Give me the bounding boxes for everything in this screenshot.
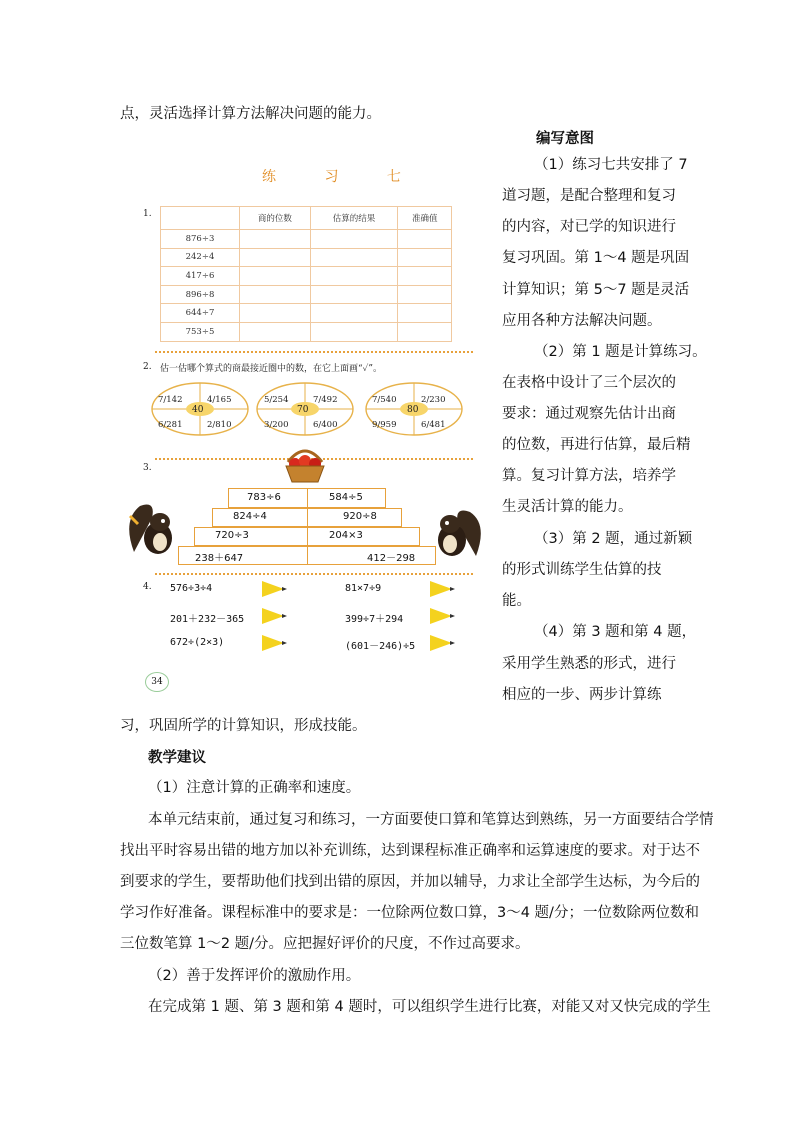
sidebar-line: （2）第 1 题是计算练习。 xyxy=(534,344,707,360)
suggestion-item-title: （2）善于发挥评价的激励作用。 xyxy=(148,968,361,984)
table-row xyxy=(161,267,452,286)
oval-expr: 7/540 xyxy=(372,395,397,405)
oval-expr: 3/200 xyxy=(264,420,289,430)
sidebar-line: 应用各种方法解决问题。 xyxy=(502,313,662,329)
oval-expr: 2/230 xyxy=(421,395,446,405)
pyramid-expr: 412－298 xyxy=(367,553,416,564)
squirrel-left-image xyxy=(126,500,178,558)
sidebar-line: 计算知识；第 5～7 题是灵活 xyxy=(502,282,690,298)
pyramid-divider xyxy=(307,488,308,565)
sidebar-line: 的位数，再进行估算，最后精 xyxy=(502,437,691,453)
q1-header-digits: 商的位数 xyxy=(240,207,311,230)
pyramid-expr: 783÷6 xyxy=(247,492,281,503)
q4-expr: 399÷7＋294 xyxy=(345,614,404,625)
q4-expr: 81×7÷9 xyxy=(345,583,382,594)
pyramid-expr: 238＋647 xyxy=(195,553,244,564)
oval-expr: 7/142 xyxy=(158,395,183,405)
pencil-icon xyxy=(262,608,284,624)
q1-number: 1. xyxy=(143,209,152,219)
sidebar-line: 的内容，对已学的知识进行 xyxy=(502,219,676,235)
pencil-icon xyxy=(262,581,284,597)
exercise-title: 练 习 七 xyxy=(262,169,423,185)
pencil-icon xyxy=(430,581,452,597)
q1-header-exact: 准确值 xyxy=(398,207,452,230)
sidebar-line: （1）练习七共安排了 7 xyxy=(534,157,688,173)
table-row xyxy=(161,322,452,341)
paragraph-line: 找出平时容易出错的地方加以补充训练，达到课程标准正确率和运算速度的要求。对于达不 xyxy=(120,843,700,859)
q4-expr: 672÷(2×3) xyxy=(170,637,225,648)
pyramid-expr: 720÷3 xyxy=(215,530,249,541)
q4-expr: 201＋232－365 xyxy=(170,614,245,625)
oval-expr: 7/492 xyxy=(313,395,338,405)
pyramid-expr: 204×3 xyxy=(329,530,363,541)
sidebar-line: 的形式训练学生估算的技 xyxy=(502,562,662,578)
sidebar-line: （4）第 3 题和第 4 题， xyxy=(534,624,697,640)
pyramid-expr: 824÷4 xyxy=(233,511,267,522)
divider xyxy=(155,351,473,353)
sidebar-line: 道习题，是配合整理和复习 xyxy=(502,188,676,204)
q2-prompt: 估一估哪个算式的商最接近圈中的数，在它上面画“✓”。 xyxy=(160,364,383,374)
oval-center: 80 xyxy=(407,405,419,415)
q2-number: 2. xyxy=(143,362,152,372)
paragraph-line: 本单元结束前，通过复习和练习，一方面要使口算和笔算达到熟练，另一方面要结合学情 xyxy=(148,812,714,828)
apple-basket-image xyxy=(282,444,328,484)
divider xyxy=(155,573,473,575)
squirrel-right-image xyxy=(432,506,484,560)
suggestions-heading: 教学建议 xyxy=(148,750,206,766)
q3-number: 3. xyxy=(143,463,152,473)
sidebar-line: 算。复习计算方法，培养学 xyxy=(502,468,676,484)
sidebar-line: （3）第 2 题，通过新颖 xyxy=(534,531,693,547)
oval-expr: 4/165 xyxy=(207,395,232,405)
q4-number: 4. xyxy=(143,582,152,592)
sidebar-line: 相应的一步、两步计算练 xyxy=(502,687,662,703)
q1-expr: 753÷5 xyxy=(161,322,240,341)
sidebar-heading: 编写意图 xyxy=(536,131,594,147)
table-row xyxy=(161,304,452,323)
q1-expr: 242÷4 xyxy=(161,248,240,267)
paragraph-line: 在完成第 1 题、第 3 题和第 4 题时，可以组织学生进行比赛，对能又对又快完成的学生 xyxy=(148,999,711,1015)
q1-expr: 417÷6 xyxy=(161,267,240,286)
paragraph-line: 三位数笔算 1～2 题/分。应把握好评价的尺度，不作过高要求。 xyxy=(120,936,530,952)
oval-center: 70 xyxy=(297,405,309,415)
pencil-icon xyxy=(262,635,284,651)
pencil-icon xyxy=(430,635,452,651)
pyramid-expr: 920÷8 xyxy=(343,511,377,522)
oval-expr: 2/810 xyxy=(207,420,232,430)
q1-header-estimate: 估算的结果 xyxy=(310,207,398,230)
pencil-icon xyxy=(430,608,452,624)
oval-expr: 6/281 xyxy=(158,420,183,430)
oval-expr: 6/400 xyxy=(313,420,338,430)
sidebar-line: 生灵活计算的能力。 xyxy=(502,499,633,515)
oval-expr: 6/481 xyxy=(421,420,446,430)
q1-expr: 876÷3 xyxy=(161,230,240,249)
oval-expr: 9/959 xyxy=(372,420,397,430)
textbook-page-number: 34 xyxy=(145,672,169,692)
oval-expr: 5/254 xyxy=(264,395,289,405)
q1-header-blank xyxy=(161,207,240,230)
oval-center: 40 xyxy=(192,405,204,415)
sidebar-line: 能。 xyxy=(502,593,531,609)
intro-line: 点，灵活选择计算方法解决问题的能力。 xyxy=(120,106,381,122)
q1-expr: 896÷8 xyxy=(161,285,240,304)
table-row xyxy=(161,230,452,249)
q4-expr: (601－246)÷5 xyxy=(345,641,416,652)
table-row xyxy=(161,285,452,304)
sidebar-line: 要求：通过观察先估计出商 xyxy=(502,406,676,422)
suggestion-item-title: （1）注意计算的正确率和速度。 xyxy=(148,780,361,796)
pyramid-expr: 584÷5 xyxy=(329,492,363,503)
q4-expr: 576÷3÷4 xyxy=(170,583,213,594)
sidebar-line: 采用学生熟悉的形式，进行 xyxy=(502,656,676,672)
paragraph-line: 学习作好准备。课程标准中的要求是：一位除两位数口算，3～4 题/分；一位数除两位数和 xyxy=(120,905,699,921)
q1-table xyxy=(160,206,452,342)
sidebar-line: 在表格中设计了三个层次的 xyxy=(502,375,676,391)
continuation-line: 习，巩固所学的计算知识，形成技能。 xyxy=(120,718,367,734)
sidebar-line: 复习巩固。第 1～4 题是巩固 xyxy=(502,250,690,266)
table-row xyxy=(161,248,452,267)
paragraph-line: 到要求的学生，要帮助他们找到出错的原因，并加以辅导，力求让全部学生达标，为今后的 xyxy=(120,874,700,890)
q1-expr: 644÷7 xyxy=(161,304,240,323)
